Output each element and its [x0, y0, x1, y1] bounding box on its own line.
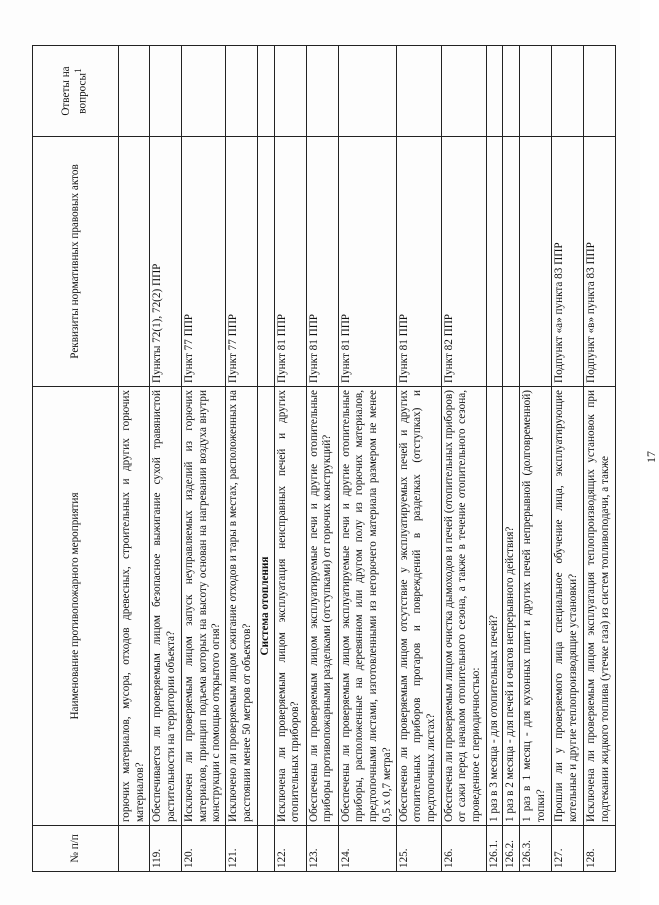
row-question: Исключен ли проверяемым лицом запуск неуправляемых изделий из горючих материалов, принцип подъема которых на высоту основан на нагревании воздуха внутри конструкции с помощью открытого огня?: [182, 387, 226, 826]
table-row: [182, 46, 226, 872]
table-row: [396, 46, 441, 872]
row-legal-act: Пункт 81 ППР: [306, 137, 338, 387]
row-question: Обеспечены ли проверяемым лицом эксплуатируемые печи и другие отопительные приборы, расположенные на деревянном или другом полу из горючих материалов, предтопочными листами, изготовленными из негорючего материала размером не менее 0,5 х 0,7 метра?: [338, 387, 396, 826]
row-number: 124.: [338, 826, 396, 872]
row-question: 1 раз в 2 месяца - для печей и очагов непрерывного действия?: [503, 387, 520, 826]
row-question: Прошли ли у проверяемого лица специальное обучение лица, эксплуатирующие котельные и другие теплопроизводящие установки?: [551, 387, 583, 826]
row-answer-cell: [150, 46, 182, 137]
table-row: [338, 46, 396, 872]
row-question: горючих материалов, мусора, отходов древесных, строительных и других горючих материалов?: [119, 387, 150, 826]
table-row: [226, 46, 258, 872]
row-answer-cell: [306, 46, 338, 137]
row-legal-act: Пункт 81 ППР: [274, 137, 306, 387]
row-answer-cell: [274, 46, 306, 137]
row-number: 128.: [583, 826, 615, 872]
row-legal-act: Пункт 77 ППР: [182, 137, 226, 387]
table-row: [441, 46, 486, 872]
table-row: [119, 46, 150, 872]
table-row: [486, 46, 503, 872]
row-legal-act: [503, 137, 520, 387]
section-row: [258, 46, 275, 872]
table-row: [306, 46, 338, 872]
row-number: 126.1.: [486, 826, 503, 872]
fire-safety-checklist-table: [32, 45, 616, 872]
header-legal-acts: Реквизиты нормативных правовых актов: [33, 137, 119, 387]
table-header-row: [33, 46, 119, 872]
row-legal-act: [119, 137, 150, 387]
row-legal-act: [486, 137, 503, 387]
row-question: Обеспечивается ли проверяемым лицом безопасное выжигание сухой травянистой растительности на территории объекта?: [150, 387, 182, 826]
row-number: 119.: [150, 826, 182, 872]
table-row: [583, 46, 615, 872]
row-question: 1 раз в 3 месяца - для отопительных печей?: [486, 387, 503, 826]
row-answer-cell: [583, 46, 615, 137]
table-row: [274, 46, 306, 872]
table-row: [503, 46, 520, 872]
row-answer-cell: [226, 46, 258, 137]
rotated-sheet: [32, 46, 658, 872]
row-question: Исключена ли проверяемым лицом эксплуатация теплопроизводящих установок при подтекании жидкого топлива (утечке газа) из систем топливоподачи, а также: [583, 387, 615, 826]
header-measure-name: Наименование противопожарного мероприятия: [33, 387, 119, 826]
row-number: 123.: [306, 826, 338, 872]
row-number: 126.: [441, 826, 486, 872]
table-row: [150, 46, 182, 872]
row-legal-act: [519, 137, 551, 387]
row-answer-cell: [519, 46, 551, 137]
header-answers-label: Ответы на вопросы: [60, 66, 89, 116]
row-answer-cell: [551, 46, 583, 137]
header-answers: [33, 46, 119, 137]
row-number: 125.: [396, 826, 441, 872]
row-legal-act: Пункт 77 ППР: [226, 137, 258, 387]
row-question: Исключено ли проверяемым лицом сжигание отходов и тары в местах, расположенных на расстоянии менее 50 метров от объектов?: [226, 387, 258, 826]
row-question: Обеспечены ли проверяемым лицом эксплуатируемые печи и другие отопительные приборы противопожарными разделками (отступками) от горючих конструкций?: [306, 387, 338, 826]
row-answer-cell: [503, 46, 520, 137]
row-number: 127.: [551, 826, 583, 872]
row-number: 121.: [226, 826, 258, 872]
footnote-marker: 1: [74, 68, 85, 73]
row-number: 120.: [182, 826, 226, 872]
row-legal-act: Подпункт «в» пункта 83 ППР: [583, 137, 615, 387]
table-row: [519, 46, 551, 872]
row-question: Обеспечена ли проверяемым лицом очистка дымоходов и печей (отопительных приборов) от сажи перед началом отопительного сезона, а также в течение отопительного сезона, проведенное с периодичностью:: [441, 387, 486, 826]
row-number: 122.: [274, 826, 306, 872]
header-number: № п/п: [33, 826, 119, 872]
row-number: [119, 826, 150, 872]
row-answer-cell: [441, 46, 486, 137]
row-number: 126.3.: [519, 826, 551, 872]
row-legal-act: Пункт 81 ППР: [338, 137, 396, 387]
row-legal-act: Подпункт «а» пункта 83 ППР: [551, 137, 583, 387]
row-legal-act: Пункты 72(1), 72(2) ППР: [150, 137, 182, 387]
row-answer-cell: [182, 46, 226, 137]
row-question: Обеспечено ли проверяемым лицом отсутствие у эксплуатируемых печей и других отопительных приборов прогаров и повреждений в разделках (отступках) и предтопочных листах?: [396, 387, 441, 826]
section-title: Система отопления: [258, 387, 275, 826]
row-legal-act: Пункт 81 ППР: [396, 137, 441, 387]
row-answer-cell: [486, 46, 503, 137]
row-answer-cell: [338, 46, 396, 137]
page-number: 17: [644, 451, 658, 463]
row-question: 1 раз в 1 месяц - для кухонных плит и других печей непрерывной (долговременной) топки?: [519, 387, 551, 826]
row-number: 126.2.: [503, 826, 520, 872]
row-answer-cell: [119, 46, 150, 137]
table-row: [551, 46, 583, 872]
row-legal-act: Пункт 82 ППР: [441, 137, 486, 387]
row-question: Исключена ли проверяемым лицом эксплуатация неисправных печей и других отопительных приборов?: [274, 387, 306, 826]
row-answer-cell: [396, 46, 441, 137]
